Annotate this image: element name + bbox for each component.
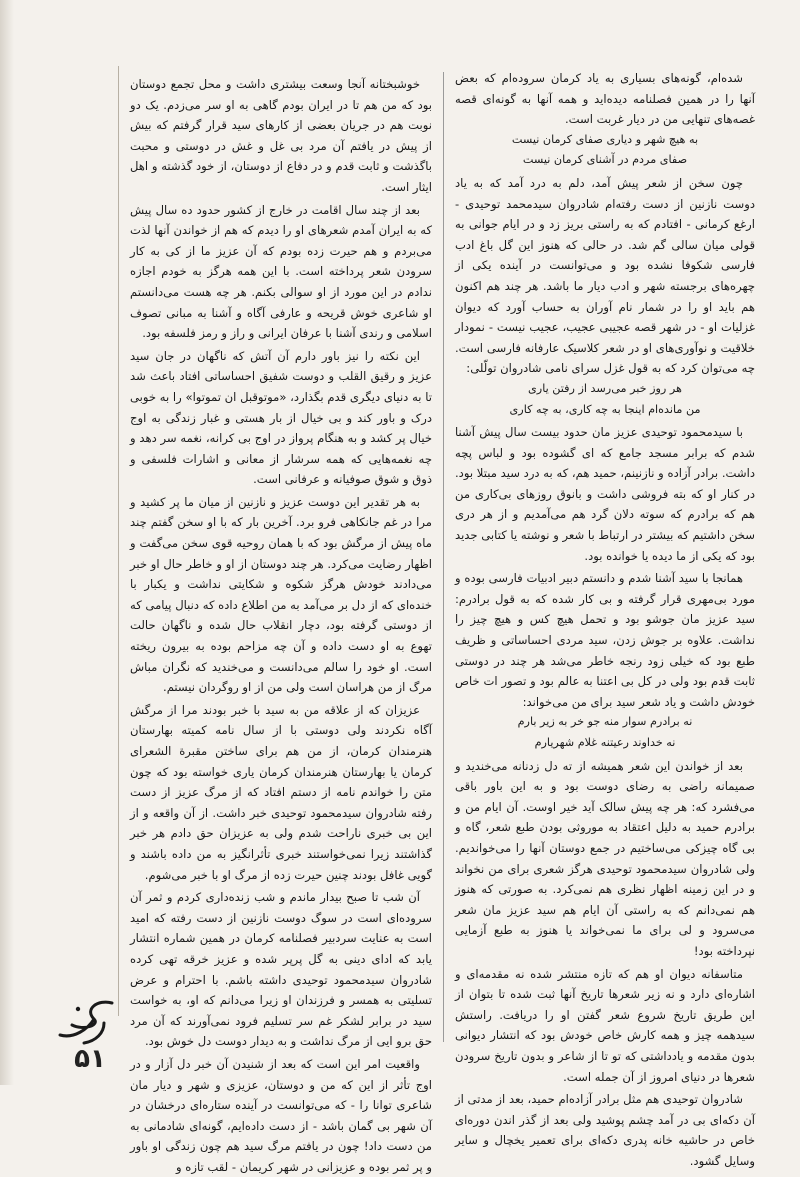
margin-rule: [118, 66, 119, 1016]
paragraph: آن شب تا صبح بیدار ماندم و شب زنده‌داری کردم و ثمر آن سروده‌ای است در سوگ دوست نازنین از دست رفته که امید است به عنایت سردبیر فصلنامه کرمان در همین شماره انتشار یابد که ادای دینی به گل پرپر شده و عزیز خرقه تهی کرده شادروان سیدمحمود توحیدی داشته باشم. با احترام و عرض تسلیتی به همسر و فرزندان او زیرا می‌دانم که او، به خواست سید در برابر لشکر غم سر تسلیم فرود نمی‌آورند که آن مرد حق برو ایی از مرگ نداشت و به دیدار دوست دل خوش بود.: [130, 890, 432, 1049]
verse-line: من مانده‌ام اینجا به چه کاری، به چه کاری: [509, 402, 701, 416]
paragraph: همانجا با سید آشنا شدم و دانستم دبیر ادبیات فارسی بوده و مورد بی‌مهری قرار گرفته و بی کار شده که به قول برادرم: سید عزیز مان جوشو بود و تحمل هیچ کس و هیچ چیز را نداشت. علاوه بر جوش زدن، سید مردی احساساتی و ظریف طبع بود که خیلی زود رنجه خاطر می‌شد هر چند در دوستی ثابت قدم بود ولی در کل بی اعتنا به عالم بود و تصور ات خاص خودش داشت و یاد شعر سید برای من می‌خواند:: [455, 571, 755, 709]
column-divider: [443, 72, 444, 1042]
magazine-logo: [54, 995, 118, 1047]
paragraph: واقعیت امر این است که بعد از شنیدن آن خبر دل آزار و در اوج تأثر از این که من و دوستان، عزیزی و شهر و دیار مان شاعری توانا را - که می‌توانست در آینده ستاره‌ای درخشان در آن شهر بی گمان باشد - از دست داده‌ایم، گونه‌ای شادمانی به من دست داد! چون در یافتم مرگ سید هم چون زندگی او باور و پر ثمر بوده و عزیزانی در شهر کریمان - لقب تازه و: [130, 1056, 432, 1174]
paragraph: با سیدمحمود توحیدی عزیز مان حدود بیست سال پیش آشنا شدم که برابر مسجد جامع که ای گشوده بود و لباس پچه داشت. برادر آزاده و نازنینم، حمید هم، که به درد سید مبتلا بود. در کنار او که بته فروشی داشت و بانوق روزهای بی‌کاری من هم که برادرم که سوته دلان گرد هم می‌آمدیم و از هر دری سخن داشتیم که بیشتر در ارتباط با شعر و نوشته یا کتابی جدید بود که یکی از ما دیده یا خوانده بود.: [455, 425, 755, 563]
verse-line: هر روز خبر می‌رسد از رفتن یاری: [528, 381, 682, 395]
page-binding-shadow: [0, 0, 14, 1085]
verse-line: صفای مردم در آشنای کرمان نیست: [522, 153, 688, 167]
paragraph: بعد از خواندن این شعر همیشه از ته دل زدنانه می‌خندید و صمیمانه راضی به رضای دوست بود و به این باور باقی می‌فشرد که: هر چه پیش سالک آید خیر اوست. آن ایام من و برادرم حمید به دلیل اعتقاد به موروثی بودن طبع شعر، گاه و بی گاه چیزکی می‌ساختیم در جمع دوستان آنها را می‌خواندیم. ولی شادروان سیدمحمود توحیدی هرگز شعری برای من نخواند و در این زمینه اظهار نظری هم نمی‌کرد. به صورتی که هنوز هم نمی‌دانم که به راستی آن ایام هم سید عزیز مان شعر می‌سرود و لی برای ما نمی‌خواند یا هنوز به طبع آزمایی نپرداخته بود!: [455, 758, 755, 958]
paragraph: شادروان توحیدی هم مثل برادر آزاده‌ام حمید، بعد از مدتی از آن دکه‌ای بی در آمد چشم پوشید ولی بعد از گذر اندن دوره‌ای خاص در حاشیه خانه پدری دکه‌ای برای تعمیر یخچال و سایر وسایل گشود.: [455, 1092, 755, 1168]
left-text-column: [129, 72, 432, 1174]
paragraph: متاسفانه دیوان او هم که تازه منتشر شده نه مقدمه‌ای و اشاره‌ای دارد و نه زیر شعرها تاریخ آنها ثبت شده تا بتوان از این طریق تاریخ شروع شعر گفتن او را دریافت. راستش سیدهمه چیز و همه کارش خاص خودش بود که انتشار دیوانی بدون مقدمه و یادداشتی که تو تا از شاعر و بدون تاریخ سرودن شعرها در دنیای امروز از آن جمله است.: [455, 966, 755, 1084]
paragraph: به هر تقدیر این دوست عزیز و نازنین از میان ما پر کشید و مرا در غم جانکاهی فرو برد. آخرین بار که با او سخن گفتم چند ماه پیش از مرگش بود که با همان روحیه قوی سخن می‌گفت و اظهار رضایت می‌کرد. هر چند دوستان از او و خاطر حال او خبر می‌دادند خودش هرگز شکوه و شکایتی نداشت و یکبار با خنده‌ای که از دل بر می‌آمد به من اطلاع داده که دنبال پیامی که از دوستی گرفته بود، دچار انقلاب حال شده و ناگهان حالت تهوع به او دست داده و آن چه مزاحم بوده به بیرون ریخته است. او خود را سالم می‌دانست و می‌خندید که نگران مباش مرگ از من هراسان است ولی من از او روگردان نیستم.: [129, 494, 432, 695]
verse-line: نه خداوند رعیتنه غلام شهریارم: [534, 736, 676, 749]
paragraph: شده‌ام، گونه‌های بسیاری به یاد کرمان سروده‌ام که بعض آنها را در همین فصلنامه دیده‌اید و همه آنها به گونه‌ای قصه غصه‌های تنهایی من در دیار غربت است.: [455, 71, 755, 127]
page-number: ۵۱: [74, 1044, 106, 1074]
verse-line: نه برادرم سوار منه جو خر به زیر بارم: [517, 715, 693, 729]
verse-line: به هیچ شهر و دیاری صفای کرمان نیست: [511, 132, 699, 146]
paragraph: چون سخن از شعر پیش آمد، دلم به درد آمد که به یاد دوست نازنین از دست رفته‌ام شادروان سیدمحمد توحیدی - ارغع کرمانی - افتادم که به راستی بریز زد و در ایام جوانی به قولی میان سالی گم شد. در حالی که هنوز این گل باغ ادب فارسی شکوفا نشده بود و می‌توانست در آینده یکی از چهره‌های برجسته شهر و ادب دیار ما باشد. هر چند هم اکنون هم باید او را در شمار نام آوران به حساب آورد که دیوان غزلیات او - در شهر قصه عجیبی عجیب، عجیب نیست - نمودار خلاقیت و نوآوری‌های او در شعر کلاسیک عارفانه فارسی است. چه می‌توان کرد که به قول غزل سرای نامی شادروان تولّلی:: [455, 175, 755, 376]
paragraph: عزیزان که از علاقه من به سید با خبر بودند مرا از مرگش آگاه نکردند ولی دوستی با از سال نامه کمیته بهارستان هنرمندان کرمان، از من هم برای ساختن مقبرة الشعرای کرمان یا بهارستان هنرمندان کرمان یاری خواسته بود که چون متن را خواندم نامه از دستم افتاد که از مرگ عزیز از دست رفته شادروان سیدمحمود توحیدی خبر داشت. از آن واقعه و از این بی خبری ناراحت شدم ولی به عزیزان حق دادم هر خبر گذاشتند زیرا نمی‌خواستند خبری تأثرانگیز به من داده باشند و گویی غافل بودند چنین حیرت زده از مرگ او با خبر می‌شوم.: [130, 702, 432, 882]
right-text-column: [455, 66, 755, 1168]
paragraph: بعد از چند سال اقامت در خارج از کشور حدود ده سال پیش که به ایران آمدم شعرهای او را دیدم که هم از خواندن آنها لذت می‌بردم و هم حیرت زده بودم که آن عزیز ما از کی به کار سرودن شعر پرداخته است. با این همه هرگز به خودم اجازه ندادم در این مورد از او سوالی بکنم. هر چه هست می‌دانستم او شاعری خوش قریحه و عارفی آگاه و آشنا به مبانی تصوف اسلامی و رندی آشنا با عرفان ایرانی و راز و رمز فلسفه بود.: [130, 202, 432, 341]
paragraph: خوشبختانه آنجا وسعت بیشتری داشت و محل تجمع دوستان بود که من هم تا در ایران بودم گاهی به او سر می‌زدم. یک دو نوبت هم در جریان بعضی از کارهای سید قرار گرفتم که بیش از پیش در یافتم آن مرد بی غل و غش در دوستی و محبت باگذشت و ثابت قدم و در دفاع از دوستان، از خود گذشته و اهل ایثار است.: [130, 77, 432, 194]
paragraph: این نکته را نیز باور دارم آن آتش که ناگهان در جان سید عزیز و رقیق القلب و دوست شفیق احساساتی افتاد باعث شد تا به دنیای دیگری قدم بگذارد، «موتوقبل ان تموتوا» را به خوبی درک و باور کند و بی خیال از بار هستی و غبار زندگی به اوج خیال پر کشد و به هنگام پرواز در اوج بی کرانه، نغمه سر دهد و چه نغمه‌هایی که همه سرشار از معانی و اشارات فلسفی و ذوق و شوق صوفیانه و عرفانی است.: [130, 348, 432, 487]
